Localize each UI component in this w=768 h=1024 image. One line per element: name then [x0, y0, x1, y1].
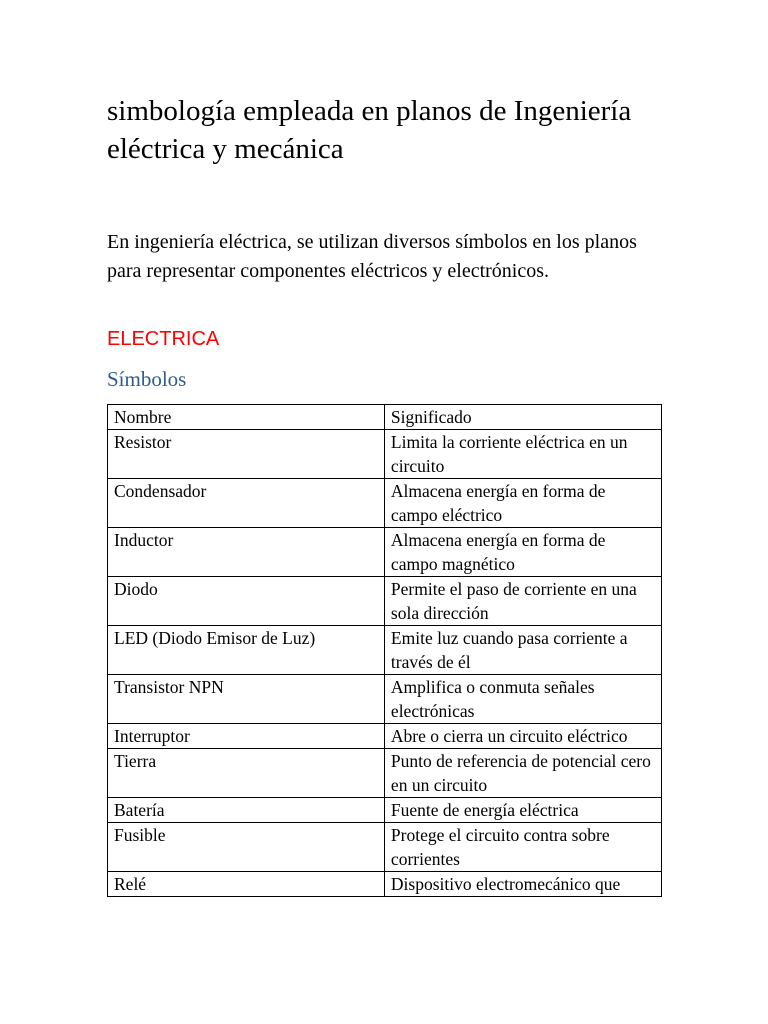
table-row — [108, 872, 662, 897]
cell-significado: Fuente de energía eléctrica — [384, 798, 661, 823]
cell-nombre: Relé — [108, 872, 385, 897]
cell-significado: Punto de referencia de potencial cero en un circuito — [384, 749, 661, 798]
symbols-table — [107, 404, 662, 897]
cell-significado: Emite luz cuando pasa corriente a través de él — [384, 626, 661, 675]
section-heading: ELECTRICA — [107, 328, 220, 350]
document-title: simbología empleada en planos de Ingeniería eléctrica y mecánica — [107, 95, 632, 165]
cell-nombre: Resistor — [108, 430, 385, 479]
table-row — [108, 823, 662, 872]
table-row — [108, 577, 662, 626]
intro-paragraph: En ingeniería eléctrica, se utilizan diversos símbolos en los planos para representar componentes eléctricos y electrónicos. — [107, 231, 637, 282]
cell-significado: Abre o cierra un circuito eléctrico — [384, 724, 661, 749]
cell-nombre: Tierra — [108, 749, 385, 798]
cell-significado: Protege el circuito contra sobre corrientes — [384, 823, 661, 872]
cell-nombre: Transistor NPN — [108, 675, 385, 724]
table-row — [108, 749, 662, 798]
table-header-row — [108, 405, 662, 430]
cell-nombre: Interruptor — [108, 724, 385, 749]
cell-significado: Limita la corriente eléctrica en un circuito — [384, 430, 661, 479]
table-row — [108, 798, 662, 823]
cell-significado: Almacena energía en forma de campo magnético — [384, 528, 661, 577]
cell-significado: Almacena energía en forma de campo eléctrico — [384, 479, 661, 528]
cell-nombre: Batería — [108, 798, 385, 823]
table-row — [108, 430, 662, 479]
column-header-significado: Significado — [384, 405, 661, 430]
subsection-heading: Símbolos — [107, 367, 187, 391]
table-row — [108, 675, 662, 724]
cell-nombre: Condensador — [108, 479, 385, 528]
table-row — [108, 626, 662, 675]
cell-nombre: Fusible — [108, 823, 385, 872]
table-row — [108, 479, 662, 528]
cell-nombre: Diodo — [108, 577, 385, 626]
table-row — [108, 724, 662, 749]
cell-significado: Dispositivo electromecánico que — [384, 872, 661, 897]
column-header-nombre: Nombre — [108, 405, 385, 430]
table-row — [108, 528, 662, 577]
cell-significado: Permite el paso de corriente en una sola dirección — [384, 577, 661, 626]
cell-nombre: LED (Diodo Emisor de Luz) — [108, 626, 385, 675]
cell-significado: Amplifica o conmuta señales electrónicas — [384, 675, 661, 724]
cell-nombre: Inductor — [108, 528, 385, 577]
